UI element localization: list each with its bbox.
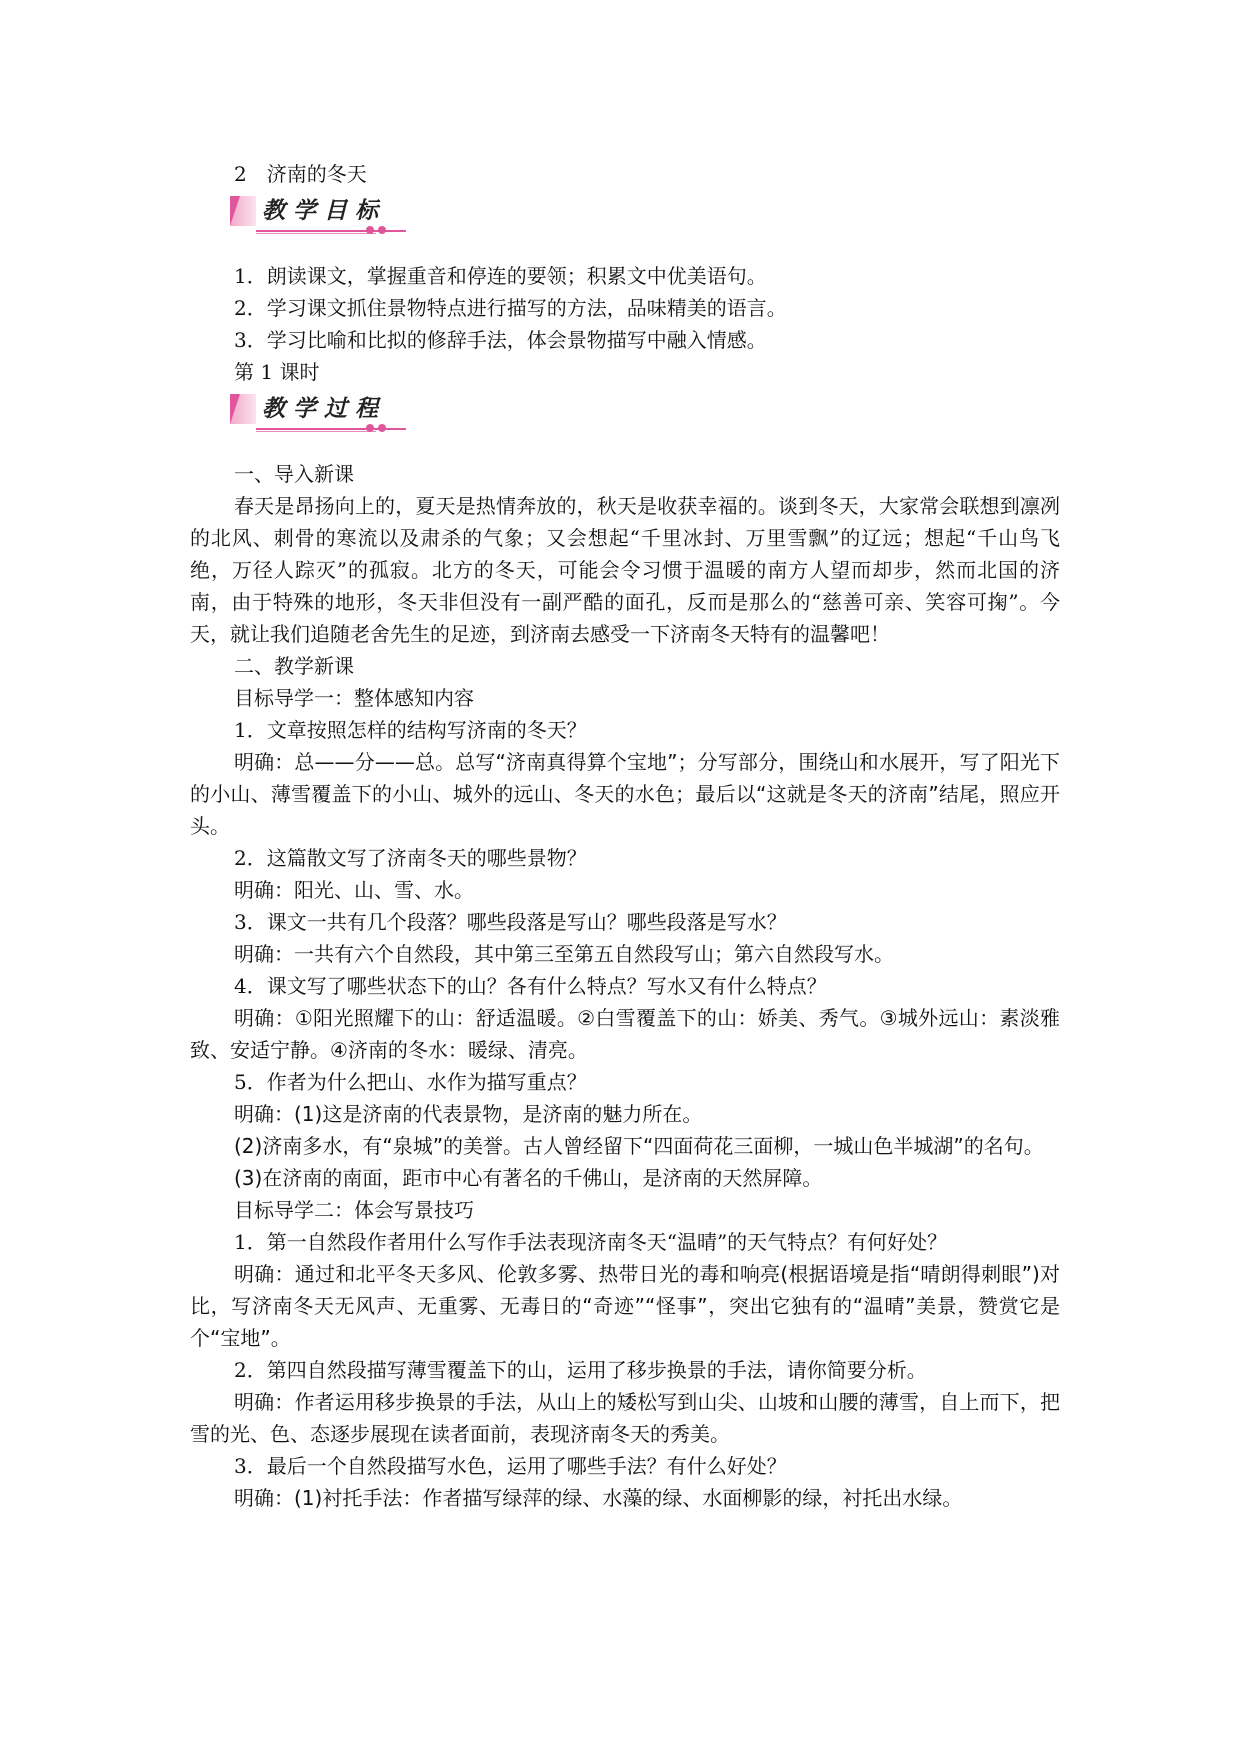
answer-continued: (2)济南多水，有“泉城”的美誉。古人曾经留下“四面荷花三面柳，一城山色半城湖”的名句。	[234, 1134, 1044, 1158]
question: 1．第一自然段作者用什么写作手法表现济南冬天“温晴”的天气特点？有何好处？	[234, 1230, 948, 1254]
answer-continued: (3)在济南的南面，距市中心有著名的千佛山，是济南的天然屏障。	[234, 1166, 823, 1190]
answer-lead: 明确：	[234, 878, 294, 902]
banner-tick	[230, 196, 240, 226]
answer-text: 一共有六个自然段，其中第三至第五自然段写山；第六自然段写水。	[294, 942, 894, 966]
answer-text: 阳光、山、雪、水。	[294, 878, 474, 902]
answer-lead: 明确：	[234, 1486, 294, 1510]
question: 3．最后一个自然段描写水色，运用了哪些手法？有什么好处？	[234, 1454, 787, 1478]
answer-text: 作者运用移步换景的手法，从山上的矮松写到山尖、山坡和山腰的薄雪，自上而下，把雪的光、色、态逐步展现在读者面前，表现济南冬天的秀美。	[190, 1390, 1061, 1446]
banner-dot	[366, 226, 374, 234]
answer-text: (1)衬托手法：作者描写绿萍的绿、水藻的绿、水面柳影的绿，衬托出水绿。	[294, 1486, 963, 1510]
period-label: 第 1 课时	[234, 360, 320, 384]
goal-item: 3．学习比喻和比拟的修辞手法，体会景物描写中融入情感。	[234, 328, 767, 352]
subsection-title: 目标导学一：整体感知内容	[234, 686, 474, 710]
section-title: 一、导入新课	[234, 462, 354, 486]
answer	[190, 1258, 1060, 1354]
question: 2．第四自然段描写薄雪覆盖下的山，运用了移步换景的手法，请你简要分析。	[234, 1358, 927, 1382]
banner-rule-thin	[256, 431, 376, 432]
lesson-title: 2 济南的冬天	[234, 162, 367, 186]
goal-item: 1．朗读课文，掌握重音和停连的要领；积累文中优美语句。	[234, 264, 767, 288]
banner-dot	[378, 226, 386, 234]
answer-lead: 明确：	[234, 1390, 295, 1414]
answer-lead: 明确：	[234, 1262, 295, 1286]
goals-banner-title: 教学目标	[262, 198, 386, 224]
question: 1．文章按照怎样的结构写济南的冬天？	[234, 718, 587, 742]
answer	[190, 1386, 1060, 1450]
banner-dot	[366, 424, 374, 432]
banner-tick	[230, 394, 240, 424]
section-title: 二、教学新课	[234, 654, 354, 678]
answer-lead: 明确：	[234, 1102, 294, 1126]
question: 4．课文写了哪些状态下的山？各有什么特点？写水又有什么特点？	[234, 974, 827, 998]
banner-rule-thin	[256, 233, 376, 234]
goals-banner	[230, 192, 440, 238]
goal-item: 2．学习课文抓住景物特点进行描写的方法，品味精美的语言。	[234, 296, 787, 320]
answer	[190, 1002, 1060, 1066]
answer-text: (1)这是济南的代表景物，是济南的魅力所在。	[294, 1102, 703, 1126]
answer	[190, 874, 1060, 906]
banner-dot	[378, 424, 386, 432]
document-page	[190, 158, 1060, 1514]
process-banner	[230, 390, 440, 436]
process-banner-title: 教学过程	[262, 396, 386, 422]
answer-text: ①阳光照耀下的山：舒适温暖。②白雪覆盖下的山：娇美、秀气。③城外远山：素淡雅致、安适宁静。④济南的冬水：暖绿、清亮。	[190, 1006, 1060, 1062]
answer	[190, 1482, 1060, 1514]
answer	[190, 938, 1060, 970]
question: 3．课文一共有几个段落？哪些段落是写山？哪些段落是写水？	[234, 910, 787, 934]
answer-text: 总——分——总。总写“济南真得算个宝地”；分写部分，围绕山和水展开，写了阳光下的小山、薄雪覆盖下的小山、城外的远山、冬天的水色；最后以“这就是冬天的济南”结尾，照应开头。	[190, 750, 1060, 838]
question: 5．作者为什么把山、水作为描写重点？	[234, 1070, 587, 1094]
subsection-title: 目标导学二：体会写景技巧	[234, 1198, 474, 1222]
answer	[190, 1098, 1060, 1130]
answer-lead: 明确：	[234, 1006, 295, 1030]
question: 2．这篇散文写了济南冬天的哪些景物？	[234, 846, 587, 870]
answer-lead: 明确：	[234, 942, 294, 966]
answer	[190, 746, 1060, 842]
intro-paragraph: 春天是昂扬向上的，夏天是热情奔放的，秋天是收获幸福的。谈到冬天，大家常会联想到凛冽的北风、刺骨的寒流以及肃杀的气象；又会想起“千里冰封、万里雪飘”的辽远；想起“千山鸟飞绝，万径人踪灭”的孤寂。北方的冬天，可能会令习惯于温暖的南方人望而却步，然而北国的济南，由于特殊的地形，冬天非但没有一副严酷的面孔，反而是那么的“慈善可亲、笑容可掬”。今天，就让我们追随老舍先生的足迹，到济南去感受一下济南冬天特有的温馨吧！	[190, 494, 1060, 646]
answer-text: 通过和北平冬天多风、伦敦多雾、热带日光的毒和响亮(根据语境是指“晴朗得刺眼”)对比，写济南冬天无风声、无重雾、无毒日的“奇迹”“怪事”，突出它独有的“温晴”美景，赞赏它是个“宝地”。	[190, 1262, 1061, 1350]
answer-lead: 明确：	[234, 750, 295, 774]
